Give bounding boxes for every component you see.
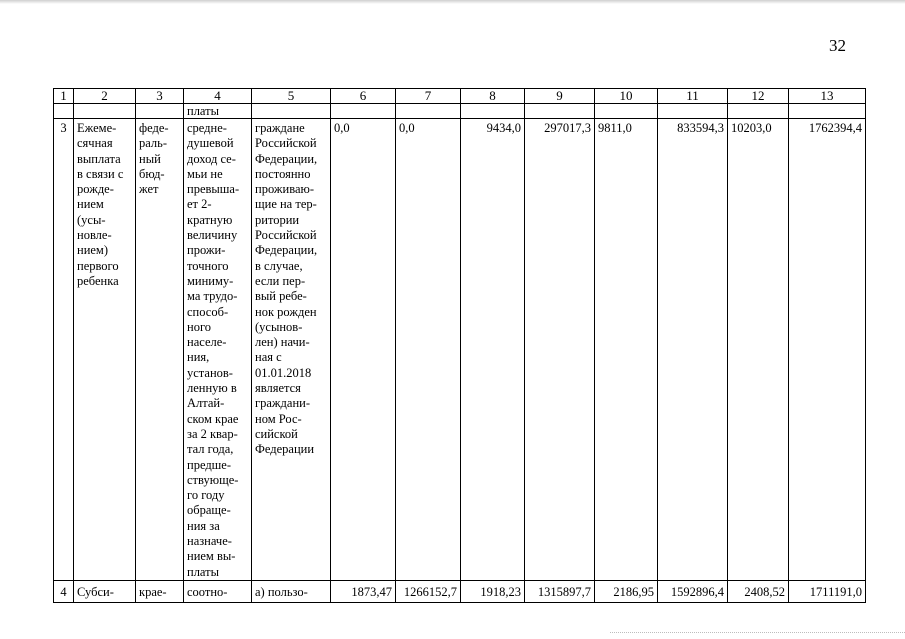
measure-name: Ежеме- сячная выплата в связи с рожде- нием (усы- новле- нием) первого ребенка bbox=[74, 119, 136, 581]
table-cell bbox=[396, 104, 461, 119]
scan-edge-bottom bbox=[610, 632, 905, 635]
column-number: 6 bbox=[331, 89, 396, 104]
eligibility-condition: соотно- bbox=[184, 580, 252, 602]
value-cell: 9811,0 bbox=[595, 119, 658, 581]
value-cell: 2408,52 bbox=[728, 580, 789, 602]
benefits-table bbox=[53, 88, 866, 603]
value-cell: 9434,0 bbox=[461, 119, 525, 581]
table-row bbox=[54, 119, 866, 581]
recipient-category: граждане Российской Федерации, постоянно проживаю- щие на тер- ритории Российской Федерации, в случае, если пер- вый ребе- нок рожден (усынов- лен) начи- ная с 01.01.2018 является граждани- ном Рос- сийской Федерации bbox=[252, 119, 331, 581]
value-cell: 2186,95 bbox=[595, 580, 658, 602]
scan-edge-top bbox=[0, 0, 905, 4]
column-number: 12 bbox=[728, 89, 789, 104]
column-number: 3 bbox=[136, 89, 184, 104]
table-cell bbox=[136, 104, 184, 119]
table-cell bbox=[54, 104, 74, 119]
column-number: 2 bbox=[74, 89, 136, 104]
table-cell bbox=[461, 104, 525, 119]
value-cell: 1762394,4 bbox=[789, 119, 866, 581]
column-number: 8 bbox=[461, 89, 525, 104]
value-cell: 1315897,7 bbox=[525, 580, 595, 602]
condition-continuation: платы bbox=[184, 104, 252, 119]
value-cell: 833594,3 bbox=[658, 119, 728, 581]
recipient-category: а) пользо- bbox=[252, 580, 331, 602]
table-row bbox=[54, 580, 866, 602]
column-number: 13 bbox=[789, 89, 866, 104]
value-cell: 297017,3 bbox=[525, 119, 595, 581]
column-number: 7 bbox=[396, 89, 461, 104]
budget-source: крае- bbox=[136, 580, 184, 602]
value-cell: 10203,0 bbox=[728, 119, 789, 581]
value-cell: 1918,23 bbox=[461, 580, 525, 602]
page-number: 32 bbox=[829, 36, 846, 55]
table-cell bbox=[728, 104, 789, 119]
budget-source: феде- раль- ный бюд- жет bbox=[136, 119, 184, 581]
eligibility-condition: средне- душевой доход се- мьи не превыша- ет 2- кратную величину прожи- точного миниму- ма трудо- способ- ного населе- ния, установ- ленную в Алтай- ском крае за 2 квар- тал года, предше- ствующе- го году обраще- ния за назначе- нием вы- платы bbox=[184, 119, 252, 581]
column-number: 9 bbox=[525, 89, 595, 104]
table-cell bbox=[525, 104, 595, 119]
value-cell: 0,0 bbox=[396, 119, 461, 581]
continuation-row bbox=[54, 104, 866, 119]
value-cell: 1266152,7 bbox=[396, 580, 461, 602]
row-number: 3 bbox=[54, 119, 74, 581]
table-cell bbox=[331, 104, 396, 119]
measure-name: Субси- bbox=[74, 580, 136, 602]
table-cell bbox=[789, 104, 866, 119]
value-cell: 1592896,4 bbox=[658, 580, 728, 602]
value-cell: 0,0 bbox=[331, 119, 396, 581]
column-number-row bbox=[54, 89, 866, 104]
value-cell: 1873,47 bbox=[331, 580, 396, 602]
column-number: 1 bbox=[54, 89, 74, 104]
column-number: 5 bbox=[252, 89, 331, 104]
table-cell bbox=[74, 104, 136, 119]
row-number: 4 bbox=[54, 580, 74, 602]
table-cell bbox=[658, 104, 728, 119]
column-number: 10 bbox=[595, 89, 658, 104]
value-cell: 1711191,0 bbox=[789, 580, 866, 602]
table-cell bbox=[595, 104, 658, 119]
column-number: 4 bbox=[184, 89, 252, 104]
column-number: 11 bbox=[658, 89, 728, 104]
table-cell bbox=[252, 104, 331, 119]
